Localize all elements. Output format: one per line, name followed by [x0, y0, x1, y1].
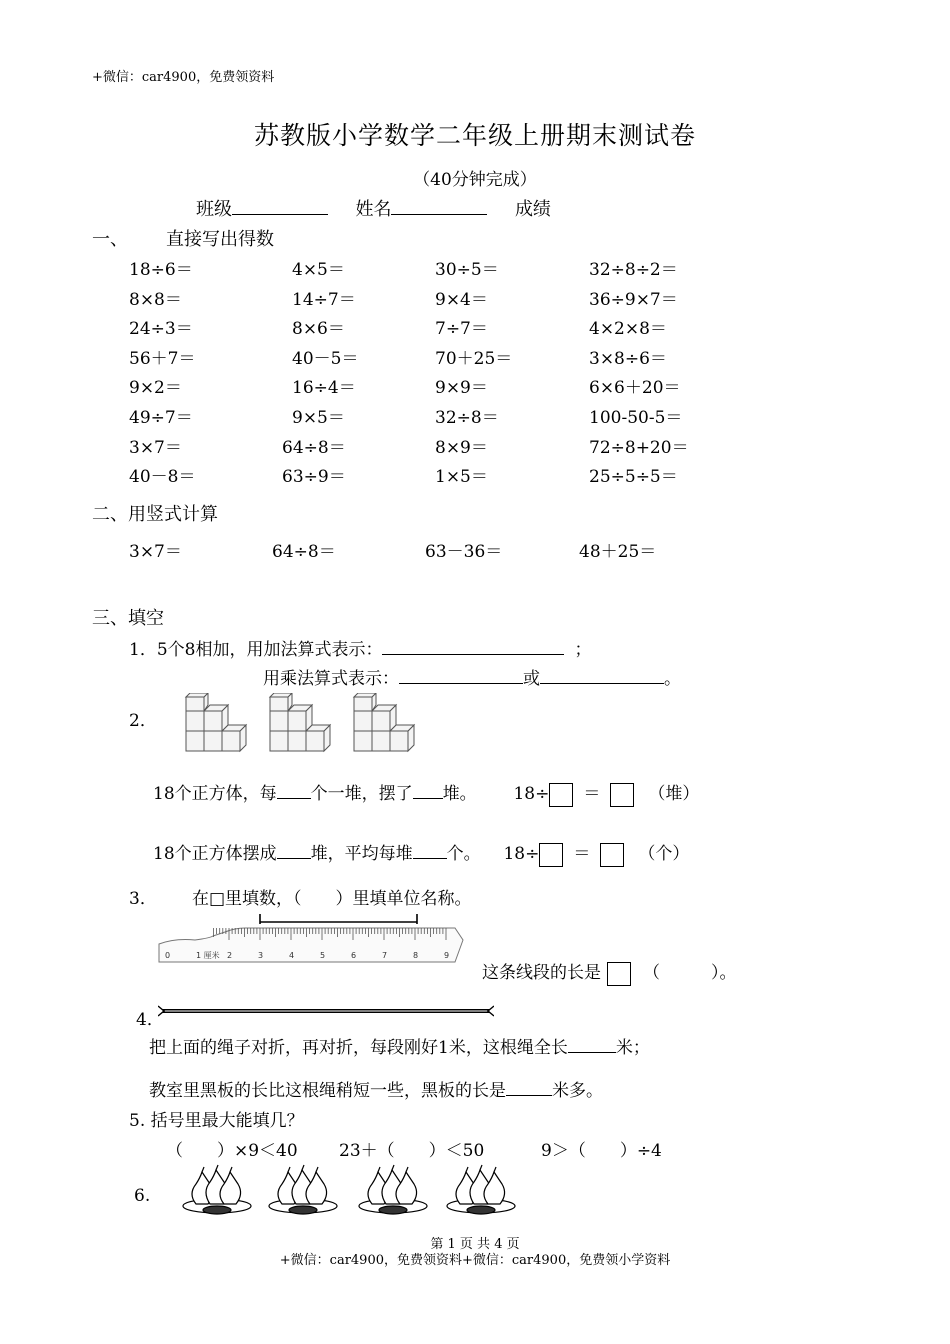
mental-math-item: 18÷6＝	[129, 260, 193, 280]
mental-math-item: 30÷5＝	[435, 260, 499, 280]
q2b-equals: ＝	[573, 844, 591, 864]
q2a-box-2[interactable]	[610, 783, 634, 807]
class-blank[interactable]	[232, 198, 328, 215]
ruler-label: 6	[351, 951, 357, 960]
q1-addition-blank[interactable]	[382, 638, 564, 655]
mental-math-item: 25÷5÷5＝	[589, 467, 678, 488]
q5-prompt: 5. 括号里最大能填几？	[129, 1111, 304, 1131]
mental-math-item: 49÷7＝	[129, 408, 193, 428]
q5-item: （ ）×9＜40	[166, 1141, 298, 1161]
section1-number: 一、	[92, 229, 128, 250]
ruler-label: 8	[413, 951, 419, 960]
mental-math-item: 6×6＋20＝	[589, 378, 681, 399]
q4-blank-1[interactable]	[568, 1036, 616, 1053]
q1-line1	[129, 635, 591, 660]
rope-image	[158, 1004, 494, 1018]
q2a-blank-1[interactable]	[277, 782, 311, 799]
q3-answer-box[interactable]	[607, 962, 631, 986]
ruler-label: 9	[444, 951, 450, 960]
q3-answer-line	[482, 958, 737, 986]
q2b-suffix: 个。	[446, 844, 481, 864]
mental-math-item: 9×2＝	[129, 378, 182, 399]
q2b-equation-prefix: 18÷	[503, 844, 540, 864]
mental-math-item: 4×2×8＝	[589, 319, 667, 340]
q2a-prefix: 18个正方体，每	[153, 784, 277, 804]
mental-math-item: 4×5＝	[292, 260, 345, 280]
info-line	[196, 195, 551, 221]
mental-math-item: 100-50-5＝	[589, 408, 683, 428]
ruler-image	[155, 910, 470, 970]
q4-line1-text: 把上面的绳子对折，再对折，每段刚好1米，这根绳全长	[149, 1038, 568, 1058]
mental-math-item: 3×7＝	[129, 437, 182, 458]
q4-number: 4．	[136, 1010, 164, 1030]
q1-semicolon: ；	[574, 640, 592, 660]
ruler-label: 3	[258, 951, 264, 960]
q3-prompt: 在□里填数，（ ）里填单位名称。	[192, 889, 472, 909]
q4-line1-end: 米；	[615, 1038, 650, 1058]
mental-math-item: 16÷4＝	[292, 378, 356, 399]
q2-line-a	[153, 779, 699, 807]
q5-item: 9＞（ ）÷4	[541, 1141, 662, 1161]
q1-or: 或	[523, 669, 540, 689]
q2a-unit: （堆）	[648, 784, 700, 804]
q1-line2	[263, 664, 681, 689]
q2b-blank-2[interactable]	[413, 842, 447, 859]
vertical-calc-item: 64÷8＝	[272, 542, 336, 562]
q2b-prefix: 18个正方体摆成	[153, 844, 277, 864]
vertical-calc-item: 63－36＝	[425, 542, 503, 562]
vertical-calc-item: 3×7＝	[129, 542, 182, 562]
section1-heading	[92, 225, 274, 251]
name-label: 姓名	[355, 199, 392, 220]
q3-answer-suffix: （ ）。	[643, 963, 737, 983]
q2b-unit: （个）	[638, 844, 690, 864]
mental-math-item: 70＋25＝	[435, 348, 513, 369]
q3-answer-prefix: 这条线段的长是	[482, 963, 601, 983]
mental-math-item: 32÷8＝	[435, 408, 499, 428]
mental-math-item: 14÷7＝	[292, 289, 356, 310]
watermark-bottom: +微信：car4900，免费领资料+微信：car4900，免费领小学资料	[279, 1253, 671, 1268]
q2-number: 2．	[129, 711, 157, 731]
pear-plates-image	[182, 1164, 532, 1220]
q4-line2-end: 米多。	[552, 1081, 603, 1101]
ruler-label: 0	[165, 951, 171, 960]
class-label: 班级	[196, 199, 232, 220]
q2a-box-1[interactable]	[549, 783, 573, 807]
q2a-equation-prefix: 18÷	[513, 784, 550, 804]
q3-number: 3．	[129, 889, 157, 909]
mental-math-item: 56＋7＝	[129, 348, 196, 369]
q2b-box-1[interactable]	[539, 843, 563, 867]
section2-heading: 二、用竖式计算	[92, 504, 218, 525]
mental-math-item: 63÷9＝	[282, 467, 346, 488]
mental-math-item: 32÷8÷2＝	[589, 260, 678, 280]
mental-math-item: 8×9＝	[435, 437, 488, 458]
q6-number: 6.	[134, 1186, 151, 1206]
mental-math-item: 8×6＝	[292, 319, 345, 340]
page-subtitle: （40分钟完成）	[413, 170, 537, 190]
mental-math-item: 24÷3＝	[129, 319, 193, 340]
ruler-label: 1 厘米	[196, 951, 220, 960]
mental-math-item: 9×4＝	[435, 289, 488, 310]
q2b-box-2[interactable]	[600, 843, 624, 867]
mental-math-item: 72÷8+20＝	[589, 437, 689, 458]
ruler-label: 2	[227, 951, 233, 960]
page-number: 第 1 页 共 4 页	[430, 1237, 520, 1252]
score-label: 成绩	[514, 199, 551, 220]
mental-math-item: 3×8÷6＝	[589, 348, 667, 369]
page-title: 苏教版小学数学二年级上册期末测试卷	[253, 121, 696, 150]
mental-math-item: 8×8＝	[129, 289, 182, 310]
q2a-middle: 个一堆，摆了	[310, 784, 413, 804]
mental-math-item: 9×9＝	[435, 378, 488, 399]
q4-line2	[149, 1076, 603, 1101]
q2b-middle: 堆，平均每堆	[310, 844, 413, 864]
ruler-label: 5	[320, 951, 326, 960]
q2b-blank-1[interactable]	[277, 842, 311, 859]
q4-line1	[149, 1033, 650, 1058]
q2a-blank-2[interactable]	[413, 782, 443, 799]
q1-mult-blank-2[interactable]	[540, 667, 664, 684]
mental-math-item: 36÷9×7＝	[589, 289, 678, 310]
mental-math-item: 64÷8＝	[282, 437, 346, 458]
q2a-suffix: 堆。	[442, 784, 477, 804]
section3-heading: 三、填空	[92, 608, 164, 629]
q4-line2-text: 教室里黑板的长比这根绳稍短一些，黑板的长是	[149, 1081, 506, 1101]
mental-math-item: 40－8＝	[129, 467, 196, 488]
section1-title: 直接写出得数	[166, 229, 274, 250]
ruler-label: 4	[289, 951, 295, 960]
mental-math-item: 7÷7＝	[435, 319, 488, 340]
q2a-equals: ＝	[583, 784, 601, 804]
q1-addition-prompt: 1．5个8相加，用加法算式表示：	[129, 640, 383, 660]
q1-mult-blank-1[interactable]	[399, 667, 523, 684]
mental-math-item: 1×5＝	[435, 467, 488, 488]
q1-multiplication-prompt: 用乘法算式表示：	[263, 669, 399, 689]
q5-item: 23＋（ ）＜50	[339, 1141, 485, 1161]
ruler-label: 7	[382, 951, 388, 960]
watermark-top: +微信：car4900，免费领资料	[92, 70, 275, 85]
vertical-calc-item: 48＋25＝	[579, 542, 657, 562]
q4-blank-2[interactable]	[506, 1079, 552, 1096]
mental-math-item: 9×5＝	[292, 408, 345, 428]
q2-line-b	[153, 839, 689, 867]
name-blank[interactable]	[391, 198, 487, 215]
mental-math-item: 40－5＝	[292, 348, 359, 369]
cube-stacks-image	[182, 693, 422, 755]
q1-end: 。	[664, 669, 681, 689]
